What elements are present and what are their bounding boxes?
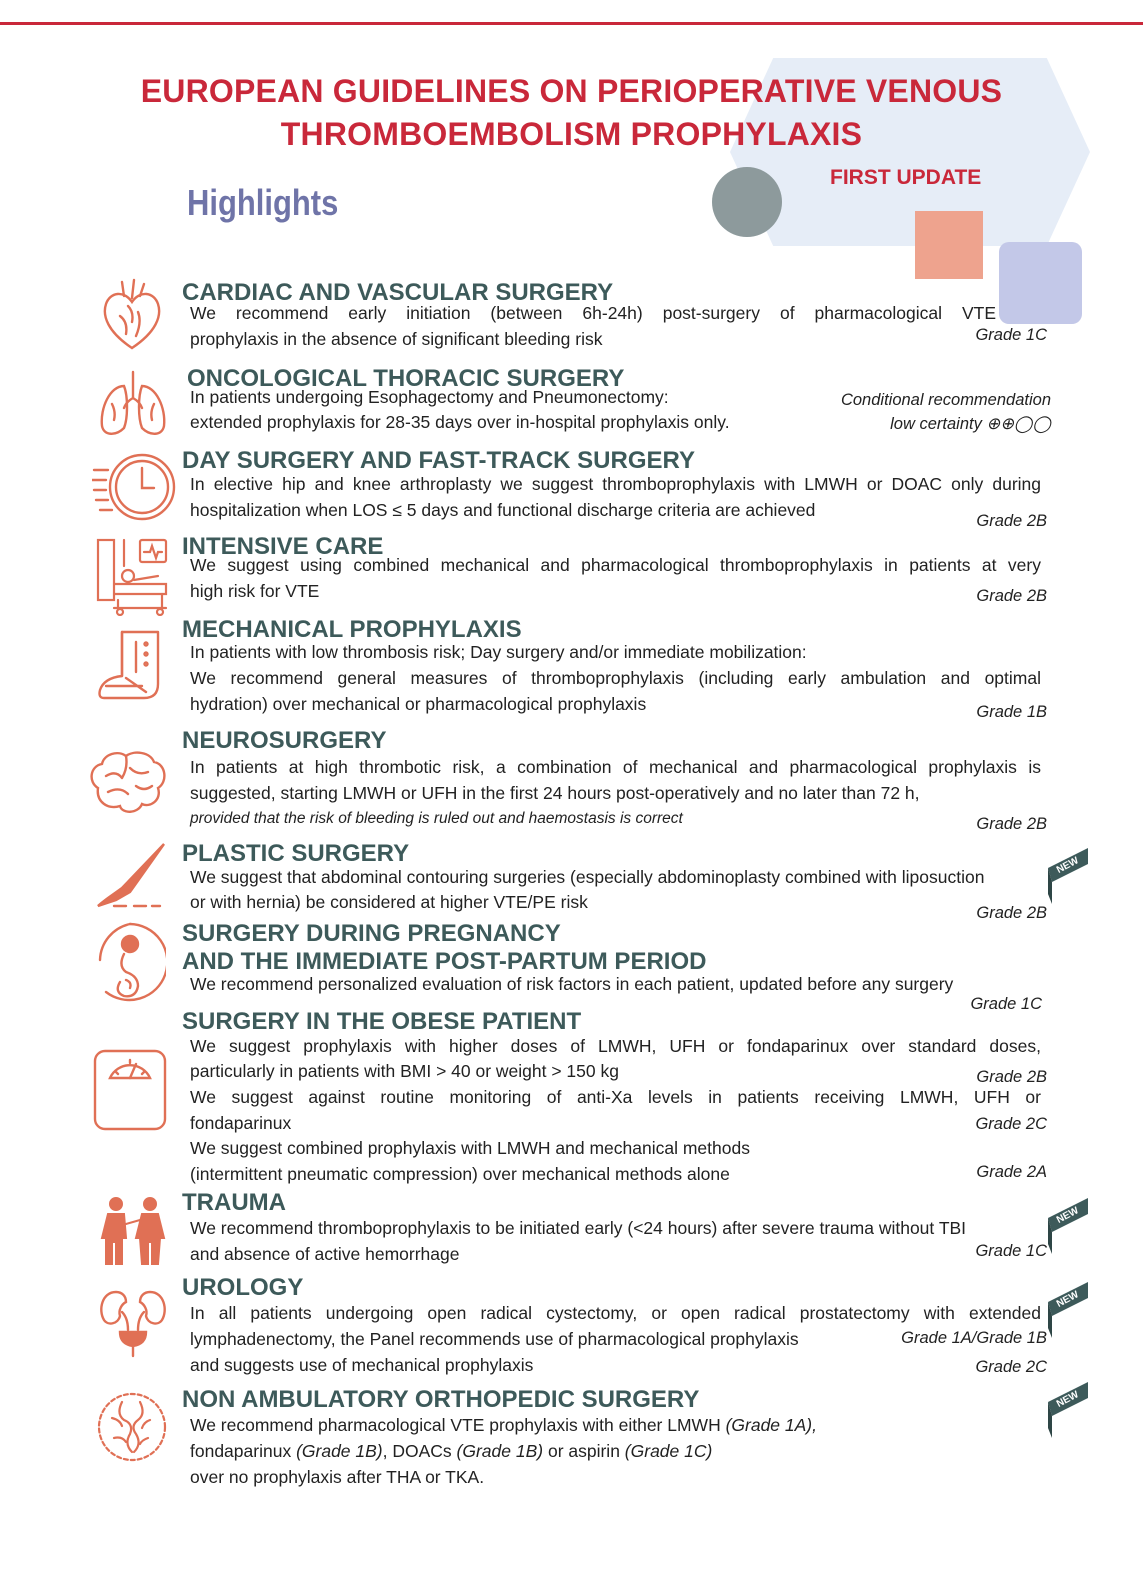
urology-grade-1: Grade 1A/Grade 1B — [901, 1329, 1047, 1347]
hospital-bed-icon — [94, 536, 170, 616]
new-badge-text: NEW — [1054, 1205, 1081, 1226]
clock-icon — [92, 450, 178, 524]
day-surgery-line-2: hospitalization when LOS ≤ 5 days and functional discharge criteria are achieved — [190, 500, 816, 520]
section-heading-ortho: NON AMBULATORY ORTHOPEDIC SURGERY — [182, 1386, 700, 1413]
ortho-line-1 — [190, 1412, 817, 1438]
lavender-square-decoration — [999, 242, 1082, 324]
ortho-grade-doacs: (Grade 1B) — [456, 1441, 544, 1461]
section-heading-cardiac: CARDIAC AND VASCULAR SURGERY — [182, 279, 614, 306]
obese-line-5: We suggest combined prophylaxis with LMWH and mechanical methods — [190, 1138, 750, 1158]
new-badge-text: NEW — [1054, 1289, 1081, 1310]
section-heading-mechanical: MECHANICAL PROPHYLAXIS — [182, 616, 522, 643]
intensive-care-grade: Grade 2B — [976, 587, 1047, 605]
heart-icon — [98, 276, 166, 354]
obese-grade-3: Grade 2A — [976, 1163, 1047, 1181]
new-badge-text: NEW — [1054, 1389, 1081, 1410]
section-heading-urology: UROLOGY — [182, 1274, 304, 1301]
ortho-grade-lmwh: (Grade 1A), — [725, 1415, 818, 1435]
obese-grade-1: Grade 2B — [976, 1068, 1047, 1086]
mechanical-line-3: hydration) over mechanical or pharmacological prophylaxis — [190, 694, 647, 714]
new-ribbon-ortho — [1044, 1378, 1092, 1442]
day-surgery-line-1: In elective hip and knee arthroplasty we suggest thromboprophylaxis with LMWH or DOAC only during — [190, 474, 1041, 494]
mechanical-line-1: In patients with low thrombosis risk; Day surgery and/or immediate mobilization: — [190, 642, 807, 662]
ortho-line-2-a: fondaparinux — [190, 1441, 297, 1461]
neurosurgery-line-2: suggested, starting LMWH or UFH in the first 24 hours post-operatively and no later than 72 h, — [190, 783, 920, 803]
obese-line-2: particularly in patients with BMI > 40 or weight > 150 kg — [190, 1061, 619, 1081]
ortho-line-1-text: We recommend pharmacological VTE prophylaxis with either LMWH — [190, 1415, 726, 1435]
trauma-line-1: We recommend thromboprophylaxis to be initiated early (<24 hours) after severe trauma without TBI — [190, 1218, 967, 1238]
section-heading-neurosurgery: NEUROSURGERY — [182, 727, 387, 754]
section-heading-obese: SURGERY IN THE OBESE PATIENT — [182, 1008, 582, 1035]
first-update-label: FIRST UPDATE — [830, 166, 982, 189]
urology-grade-2: Grade 2C — [975, 1358, 1047, 1376]
joint-icon — [94, 1390, 170, 1464]
page-title-line-1: EUROPEAN GUIDELINES ON PERIOPERATIVE VENOUS — [140, 73, 1003, 109]
cardiac-grade: Grade 1C — [975, 326, 1047, 344]
urology-line-1: In all patients undergoing open radical cystectomy, or open radical prostatectomy with extended — [190, 1303, 1041, 1323]
obese-grade-2: Grade 2C — [975, 1115, 1047, 1133]
thoracic-line-2: extended prophylaxis for 28-35 days over in-hospital prophylaxis only. — [190, 412, 730, 432]
neurosurgery-line-3: provided that the risk of bleeding is ruled out and haemostasis is correct — [190, 810, 683, 827]
intensive-care-line-2: high risk for VTE — [190, 581, 320, 601]
top-rule — [0, 22, 1143, 25]
new-ribbon-plastic — [1044, 844, 1092, 908]
plastic-line-2: or with hernia) be considered at higher VTE/PE risk — [190, 892, 588, 912]
section-heading-pregnancy-1: SURGERY DURING PREGNANCY — [182, 920, 561, 947]
new-ribbon-trauma — [1044, 1194, 1092, 1258]
orange-square-decoration — [915, 211, 983, 279]
plastic-line-1: We suggest that abdominal contouring surgeries (especially abdominoplasty combined with liposuction — [190, 867, 985, 887]
compression-stocking-icon — [96, 628, 168, 704]
obese-line-6: (intermittent pneumatic compression) over mechanical methods alone — [190, 1164, 730, 1184]
ortho-grade-aspirin: (Grade 1C) — [624, 1441, 713, 1461]
obese-line-1: We suggest prophylaxis with higher doses of LMWH, UFH or fondaparinux over standard doses, — [190, 1036, 1041, 1056]
ortho-line-2 — [190, 1438, 712, 1464]
ortho-line-2-c: , DOACs — [382, 1441, 457, 1461]
plastic-grade: Grade 2B — [976, 904, 1047, 922]
thoracic-recommendation: Conditional recommendation — [840, 391, 1051, 409]
urology-line-3: and suggests use of mechanical prophylaxis — [190, 1355, 534, 1375]
urology-line-2: lymphadenectomy, the Panel recommends use of pharmacological prophylaxis — [190, 1329, 799, 1349]
scalpel-icon — [94, 840, 174, 910]
weighing-scale-icon — [92, 1048, 168, 1132]
obese-line-3: We suggest against routine monitoring of anti-Xa levels in patients receiving LMWH, UFH or — [190, 1087, 1041, 1107]
mechanical-grade: Grade 1B — [976, 703, 1047, 721]
thoracic-certainty: low certainty ⊕⊕◯◯ — [890, 415, 1051, 433]
section-heading-intensive-care: INTENSIVE CARE — [182, 533, 384, 560]
pregnancy-grade: Grade 1C — [970, 995, 1042, 1013]
circle-decoration — [712, 167, 782, 237]
ortho-line-3: over no prophylaxis after THA or TKA. — [190, 1467, 485, 1487]
pregnancy-icon — [94, 920, 166, 1006]
section-heading-plastic: PLASTIC SURGERY — [182, 840, 410, 867]
intensive-care-line-1: We suggest using combined mechanical and pharmacological thromboprophylaxis in patients at very — [190, 555, 1041, 575]
new-ribbon-urology — [1044, 1278, 1092, 1342]
section-heading-pregnancy-2: AND THE IMMEDIATE POST-PARTUM PERIOD — [182, 948, 707, 975]
day-surgery-grade: Grade 2B — [976, 512, 1047, 530]
section-heading-day-surgery: DAY SURGERY AND FAST-TRACK SURGERY — [182, 447, 695, 474]
neurosurgery-line-1: In patients at high thrombotic risk, a combination of mechanical and pharmacological prophylaxis is — [190, 757, 1041, 777]
ortho-line-2-e: or aspirin — [543, 1441, 625, 1461]
obese-line-4: fondaparinux — [190, 1113, 292, 1133]
trauma-patients-icon — [96, 1196, 170, 1268]
ortho-grade-fondaparinux: (Grade 1B) — [296, 1441, 383, 1461]
mechanical-line-2: We recommend general measures of thromboprophylaxis (including early ambulation and optimal — [190, 668, 1041, 688]
brain-icon — [86, 748, 168, 818]
cardiac-line-1: We recommend early initiation (between 6h-24h) post-surgery of pharmacological VTE — [190, 303, 996, 323]
trauma-line-2: and absence of active hemorrhage — [190, 1244, 460, 1264]
section-heading-trauma: TRAUMA — [182, 1189, 286, 1216]
trauma-grade: Grade 1C — [975, 1242, 1047, 1260]
cardiac-line-2: prophylaxis in the absence of significant bleeding risk — [190, 329, 603, 349]
lungs-icon — [96, 368, 170, 440]
section-heading-thoracic: ONCOLOGICAL THORACIC SURGERY — [187, 365, 625, 392]
pregnancy-line-1: We recommend personalized evaluation of risk factors in each patient, updated before any surgery — [190, 974, 954, 994]
highlights-heading: Highlights — [187, 182, 339, 223]
thoracic-line-1: In patients undergoing Esophagectomy and Pneumonectomy: — [190, 387, 669, 407]
page-title-line-2: THROMBOEMBOLISM PROPHYLAXIS — [280, 116, 863, 152]
kidneys-icon — [96, 1286, 170, 1360]
new-badge-text: NEW — [1054, 855, 1081, 876]
neurosurgery-grade: Grade 2B — [976, 815, 1047, 833]
